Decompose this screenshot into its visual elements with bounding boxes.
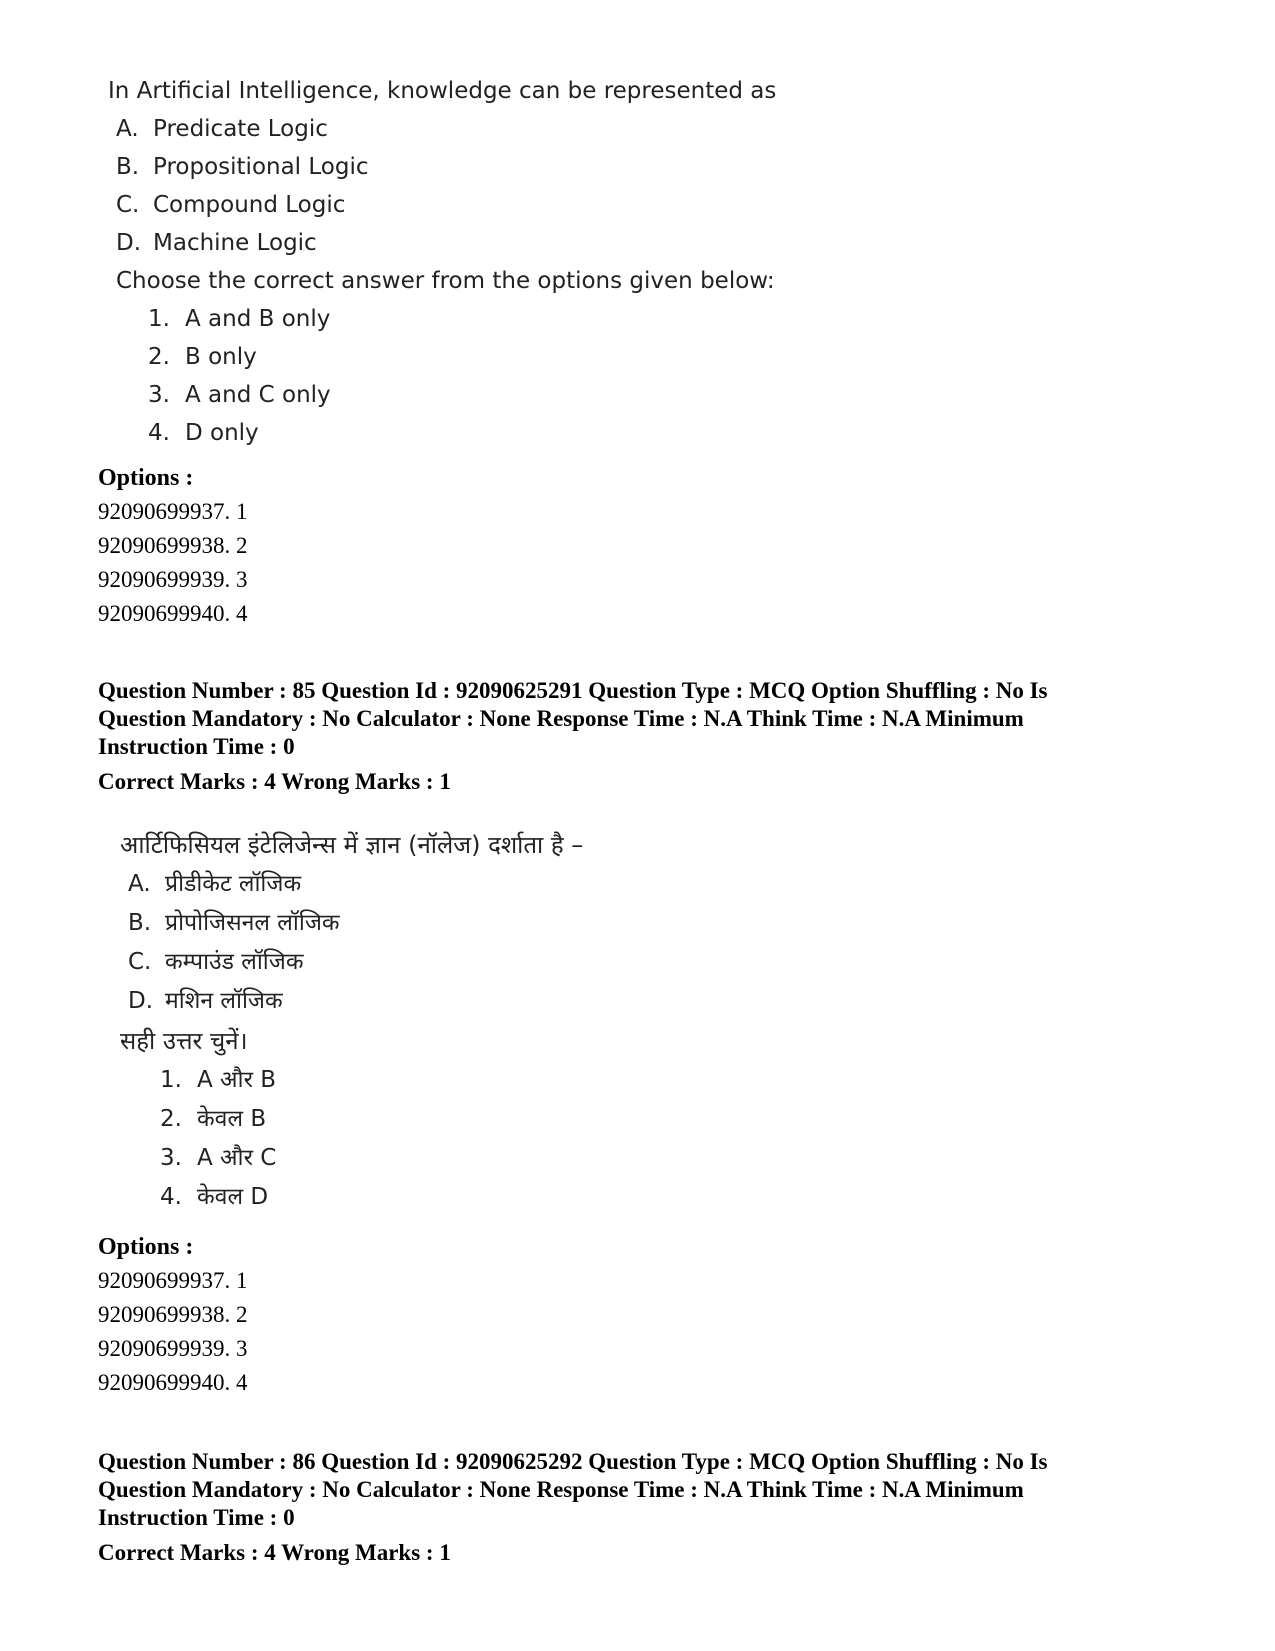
hindi-question (120, 825, 840, 1217)
option-id-row: 92090699939. 3 (98, 1336, 248, 1361)
question-meta-line: Question Number : 85 Question Id : 92090625291 Question Type : MCQ Option Shuffling : No Is (98, 678, 1048, 703)
question-meta-85 (98, 677, 1198, 797)
statement-key: D. (128, 988, 154, 1014)
question-stem-en: In Artificial Intelligence, knowledge can be represented as (108, 78, 777, 104)
option-id-row: 92090699939. 3 (98, 567, 248, 592)
statement-c-en (108, 186, 828, 224)
options-heading: Options : (98, 465, 194, 491)
option-id-row: 92090699940. 4 (98, 601, 248, 626)
answer-text: A और B (197, 1067, 277, 1093)
statement-b-hi (120, 904, 840, 943)
answer-choice-3-en (108, 376, 828, 414)
statement-key: A. (128, 871, 151, 897)
instruction-en: Choose the correct answer from the options given below: (116, 268, 775, 294)
statement-d-hi (120, 982, 840, 1021)
answer-number: 3. (160, 1145, 182, 1171)
answer-number: 2. (148, 344, 170, 370)
answer-choice-3-hi (120, 1139, 840, 1178)
answer-text: B only (185, 344, 257, 370)
question-meta-line: Question Mandatory : No Calculator : None Response Time : N.A Think Time : N.A Minimum (98, 1477, 1024, 1502)
options-list (98, 461, 698, 631)
answer-number: 2. (160, 1106, 182, 1132)
answer-choice-2-en (108, 338, 828, 376)
question-meta-line: Instruction Time : 0 (98, 734, 295, 759)
answer-number: 1. (160, 1067, 182, 1093)
statement-text: Compound Logic (153, 192, 346, 218)
options-list (98, 1230, 698, 1400)
option-id-row: 92090699937. 1 (98, 499, 248, 524)
marks-line: Correct Marks : 4 Wrong Marks : 1 (98, 1540, 451, 1565)
statement-text: Machine Logic (153, 230, 317, 256)
statement-text: Propositional Logic (153, 154, 369, 180)
option-id-row: 92090699938. 2 (98, 533, 248, 558)
statement-a-hi (120, 865, 840, 904)
options-heading: Options : (98, 1234, 194, 1260)
statement-text: मशिन लॉजिक (165, 988, 283, 1014)
option-id-row: 92090699938. 2 (98, 1302, 248, 1327)
statement-c-hi (120, 943, 840, 982)
statement-text: प्रीडीकेट लॉजिक (165, 871, 302, 897)
statement-a-en (108, 110, 828, 148)
marks-line: Correct Marks : 4 Wrong Marks : 1 (98, 769, 451, 794)
answer-number: 4. (148, 420, 170, 446)
answer-text: केवल D (197, 1184, 269, 1210)
answer-text: D only (185, 420, 259, 446)
question-meta-line: Question Number : 86 Question Id : 92090625292 Question Type : MCQ Option Shuffling : No Is (98, 1449, 1048, 1474)
english-question (108, 72, 828, 452)
statement-key: B. (116, 154, 140, 180)
answer-number: 3. (148, 382, 170, 408)
statement-key: B. (128, 910, 152, 936)
question-meta-line: Question Mandatory : No Calculator : None Response Time : N.A Think Time : N.A Minimum (98, 706, 1024, 731)
answer-choice-1-hi (120, 1061, 840, 1100)
answer-text: A and C only (185, 382, 331, 408)
answer-number: 4. (160, 1184, 182, 1210)
answer-number: 1. (148, 306, 170, 332)
option-id-row: 92090699940. 4 (98, 1370, 248, 1395)
statement-d-en (108, 224, 828, 262)
question-meta-86 (98, 1448, 1198, 1568)
answer-choice-4-en (108, 414, 828, 452)
question-meta-line: Instruction Time : 0 (98, 1505, 295, 1530)
option-id-row: 92090699937. 1 (98, 1268, 248, 1293)
statement-b-en (108, 148, 828, 186)
question-stem-hi: आर्टिफिसियल इंटेलिजेन्स में ज्ञान (नॉलेज) दर्शाता है – (120, 831, 584, 859)
statement-key: C. (116, 192, 140, 218)
statement-key: C. (128, 949, 152, 975)
answer-text: A और C (197, 1145, 277, 1171)
answer-choice-4-hi (120, 1178, 840, 1217)
statement-text: कम्पाउंड लॉजिक (165, 949, 304, 975)
statement-text: Predicate Logic (153, 116, 328, 142)
answer-choice-1-en (108, 300, 828, 338)
answer-text: A and B only (185, 306, 331, 332)
instruction-hi: सही उत्तर चुनें। (120, 1027, 248, 1055)
answer-choice-2-hi (120, 1100, 840, 1139)
statement-key: D. (116, 230, 142, 256)
statement-text: प्रोपोजिसनल लॉजिक (165, 910, 340, 936)
answer-text: केवल B (197, 1106, 267, 1132)
statement-key: A. (116, 116, 139, 142)
